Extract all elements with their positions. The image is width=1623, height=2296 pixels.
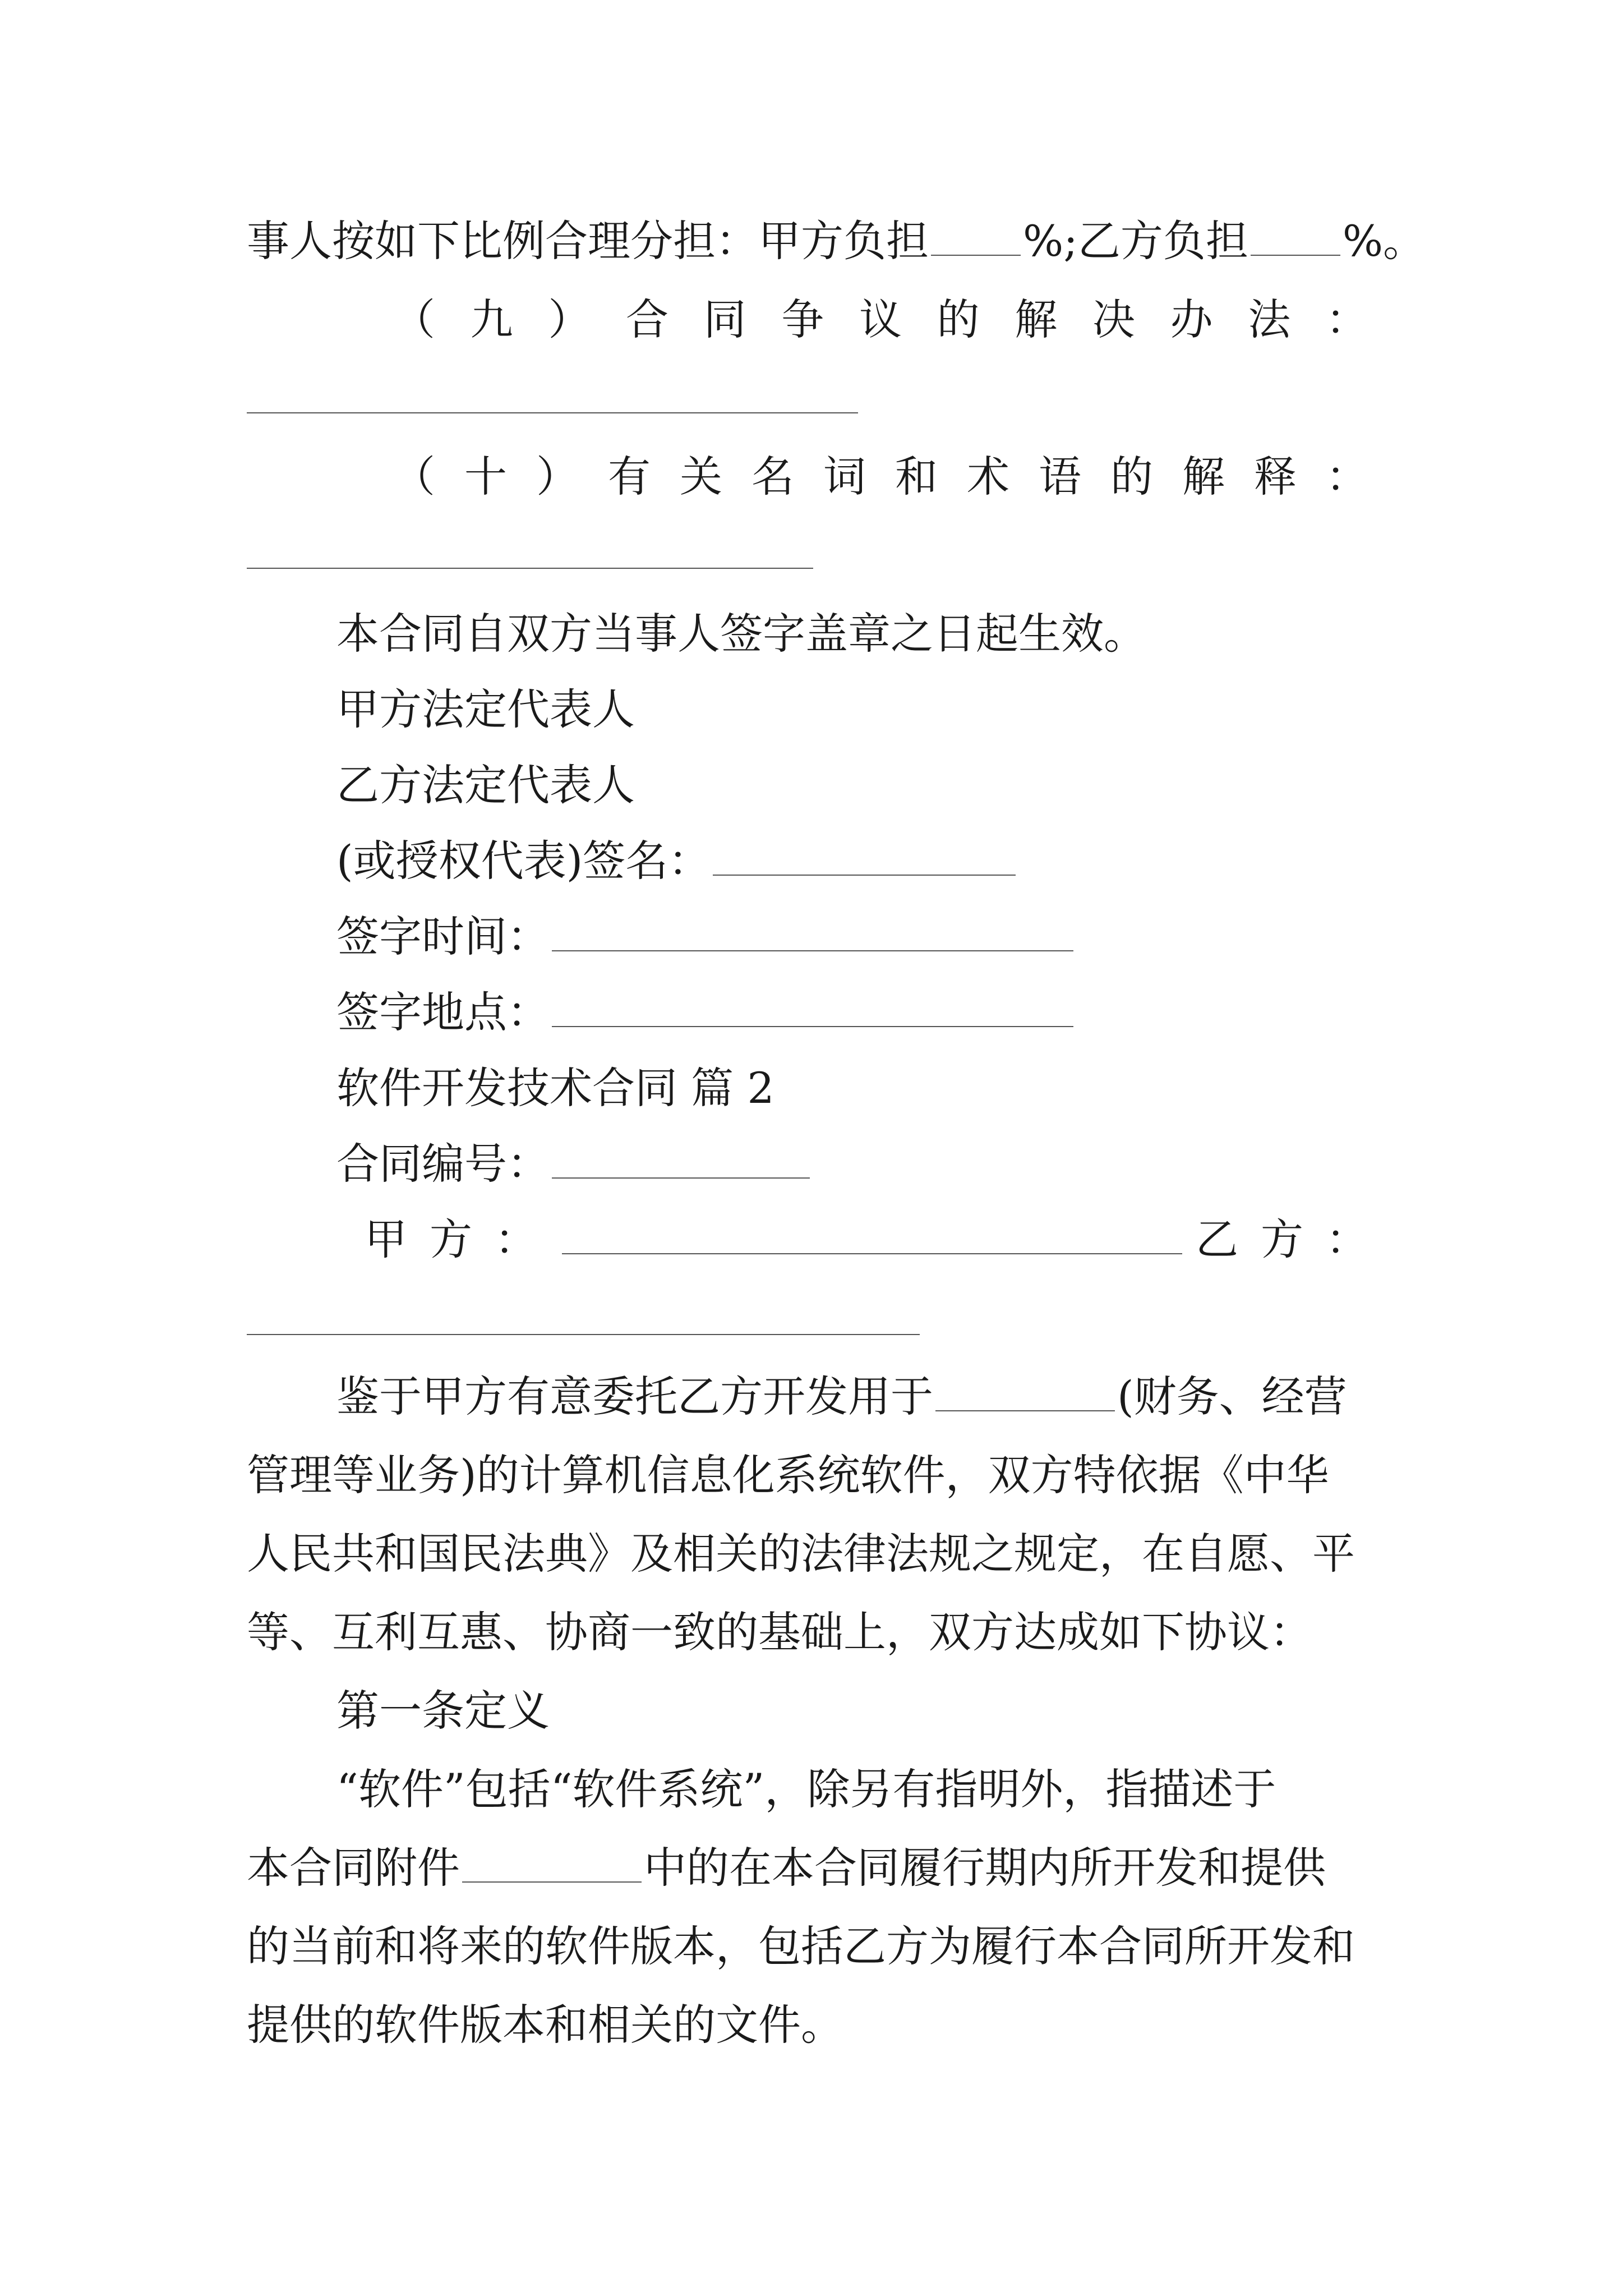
heading-char: （ [393,295,435,344]
heading-char: （ [393,452,435,501]
heading-char: 的 [937,295,980,344]
heading-char: 释 [1254,452,1297,501]
heading-char: 办 [1170,295,1213,344]
party-a-blank[interactable] [562,1214,1182,1254]
cost-share-line [247,213,1426,269]
contract-number-blank[interactable] [552,1138,810,1179]
heading-char: 的 [1110,452,1153,501]
heading-char: ） [536,452,579,501]
terms-blank[interactable] [247,568,813,569]
heading-char: ： [1326,452,1368,501]
contract-number-line [336,1136,1385,1192]
cost-share-text-c: %。 [1342,216,1426,266]
heading-char: 争 [781,295,824,344]
heading-char: 九 [470,295,513,344]
business-purpose-blank[interactable] [935,1371,1115,1411]
heading-char: ： [1325,295,1368,344]
heading-char: 语 [1039,452,1081,501]
heading-char: 议 [859,295,902,344]
party-a-share-blank[interactable] [931,215,1021,256]
signature-line [336,833,1385,889]
signature-label: (或授权代表)签名： [336,836,711,886]
article-1-heading: 第一条定义 [336,1686,550,1736]
definition-line-1: “软件”包括“软件系统”，除另有指明外，指描述于 [336,1764,1276,1814]
contract-2-title: 软件开发技术合同 篇 2 [336,1063,774,1113]
recital-line-1 [336,1369,1385,1425]
heading-char: 解 [1182,452,1225,501]
heading-char: 词 [823,452,866,501]
signature-blank[interactable] [713,835,1016,876]
sign-place-label: 签字地点： [336,987,550,1037]
recital-line-4: 等、互利互惠、协商一致的基础上，双方达成如下协议： [247,1607,1312,1657]
cost-share-text-b: %;乙方负担 [1023,216,1248,266]
heading-char: 决 [1092,295,1135,344]
recital-text-b: (财务、经营 [1117,1372,1347,1421]
recital-line-3: 人民共和国民法典》及相关的法律法规之规定，在自愿、平 [247,1529,1355,1579]
heading-char: 法 [1248,295,1291,344]
party-a-label-char: ： [495,1214,537,1264]
sign-time-blank[interactable] [552,911,1073,951]
sign-place-blank[interactable] [552,987,1073,1027]
party-a-representative: 甲方法定代表人 [336,684,635,734]
recital-text-a: 鉴于甲方有意委托乙方开发用于 [336,1372,933,1421]
heading-char: 关 [680,452,722,501]
definition-line-4: 提供的软件版本和相关的文件。 [247,2000,843,2050]
party-a-label-char: 甲 [365,1214,407,1264]
party-b-label-char: 方 [1261,1214,1303,1264]
heading-char: 十 [464,452,507,501]
definition-line-2 [247,1840,1385,1896]
heading-char: 同 [703,295,746,344]
cost-share-text-a: 事人按如下比例合理分担：甲方负担 [247,216,929,266]
heading-char: 有 [608,452,651,501]
heading-char: ） [548,295,591,344]
definition-text-a: 本合同附件 [247,1843,460,1893]
dispute-resolution-heading [393,292,1368,348]
terms-heading [393,449,1368,505]
party-b-representative: 乙方法定代表人 [336,760,635,810]
party-b-share-blank[interactable] [1251,215,1340,256]
definition-text-b: 中的在本合同履行期内所开发和提供 [644,1843,1326,1893]
sign-time-label: 签字时间： [336,912,550,961]
sign-time-line [336,909,1385,965]
recital-line-2: 管理等业务)的计算机信息化系统软件，双方特依据《中华 [247,1450,1329,1500]
effective-clause: 本合同自双方当事人签字盖章之日起生效。 [336,609,1146,659]
heading-char: 合 [625,295,668,344]
contract-number-label: 合同编号： [336,1139,550,1189]
definition-line-3: 的当前和将来的软件版本，包括乙方为履行本合同所开发和 [247,1921,1355,1971]
attachment-blank[interactable] [462,1842,642,1883]
heading-char: 名 [751,452,794,501]
heading-char: 和 [895,452,938,501]
heading-char: 解 [1015,295,1058,344]
heading-char: 术 [967,452,1009,501]
sign-place-line [336,984,1385,1041]
parties-line [365,1212,1368,1268]
party-b-blank[interactable] [247,1334,920,1335]
party-b-label-char: 乙 [1196,1214,1238,1264]
party-b-label-char: ： [1326,1214,1368,1264]
dispute-resolution-blank[interactable] [247,412,858,413]
party-a-label-char: 方 [430,1214,472,1264]
